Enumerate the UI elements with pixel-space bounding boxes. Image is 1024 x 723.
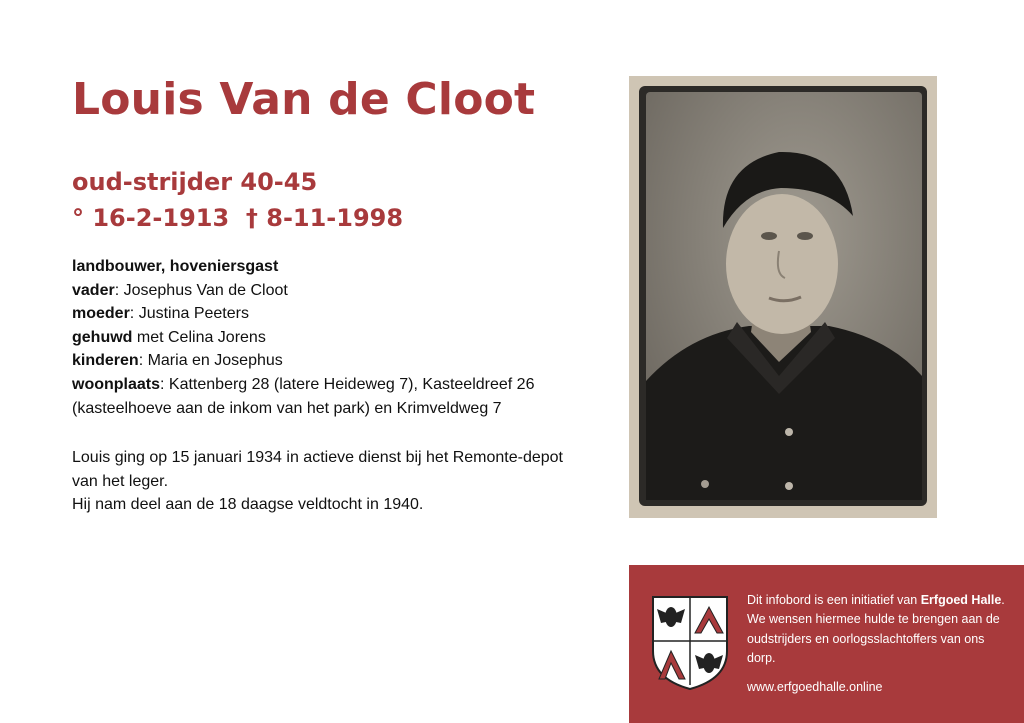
footer-banner bbox=[629, 565, 1024, 723]
subtitle-dates: ° 16-2-1913 † 8-11-1998 bbox=[72, 204, 404, 232]
bio-occupation: landbouwer, hoveniersgast bbox=[72, 258, 279, 275]
bio-children: kinderen: Maria en Josephus bbox=[72, 352, 283, 370]
bio-mother: moeder: Justina Peeters bbox=[72, 305, 249, 323]
coat-of-arms-icon bbox=[649, 593, 731, 693]
story-campaign: Hij nam deel aan de 18 daagse veldtocht in 1940. bbox=[72, 496, 424, 514]
story-service: Louis ging op 15 januari 1934 in actieve dienst bij het Remonte-depot van het leger. bbox=[72, 449, 563, 490]
page-title: Louis Van de Cloot bbox=[72, 74, 536, 125]
footer-org: Erfgoed Halle bbox=[920, 593, 1002, 607]
portrait-photo bbox=[629, 76, 937, 518]
story-text bbox=[72, 446, 592, 517]
subtitle-role: oud-strijder 40-45 bbox=[72, 168, 318, 196]
footer-url[interactable]: www.erfgoedhalle.online bbox=[747, 680, 883, 694]
bio-father: vader: Josephus Van de Cloot bbox=[72, 281, 288, 299]
bio-residence: woonplaats: Kattenberg 28 (latere Heideweg 7), Kasteeldreef 26 (kasteelhoeve aan de inkom van het park) en Krimveldweg 7 bbox=[72, 375, 535, 417]
bio-married: gehuwd met Celina Jorens bbox=[72, 328, 266, 346]
footer-text: Dit infobord is een initiatief van Erfgoed Halle. We wensen hiermee hulde te brengen aan de oudstrijders en oorlogsslachtoffers van ons dorp. bbox=[747, 593, 1005, 666]
portrait-image bbox=[629, 76, 937, 518]
subtitle bbox=[72, 164, 403, 236]
bio-details bbox=[72, 255, 592, 420]
